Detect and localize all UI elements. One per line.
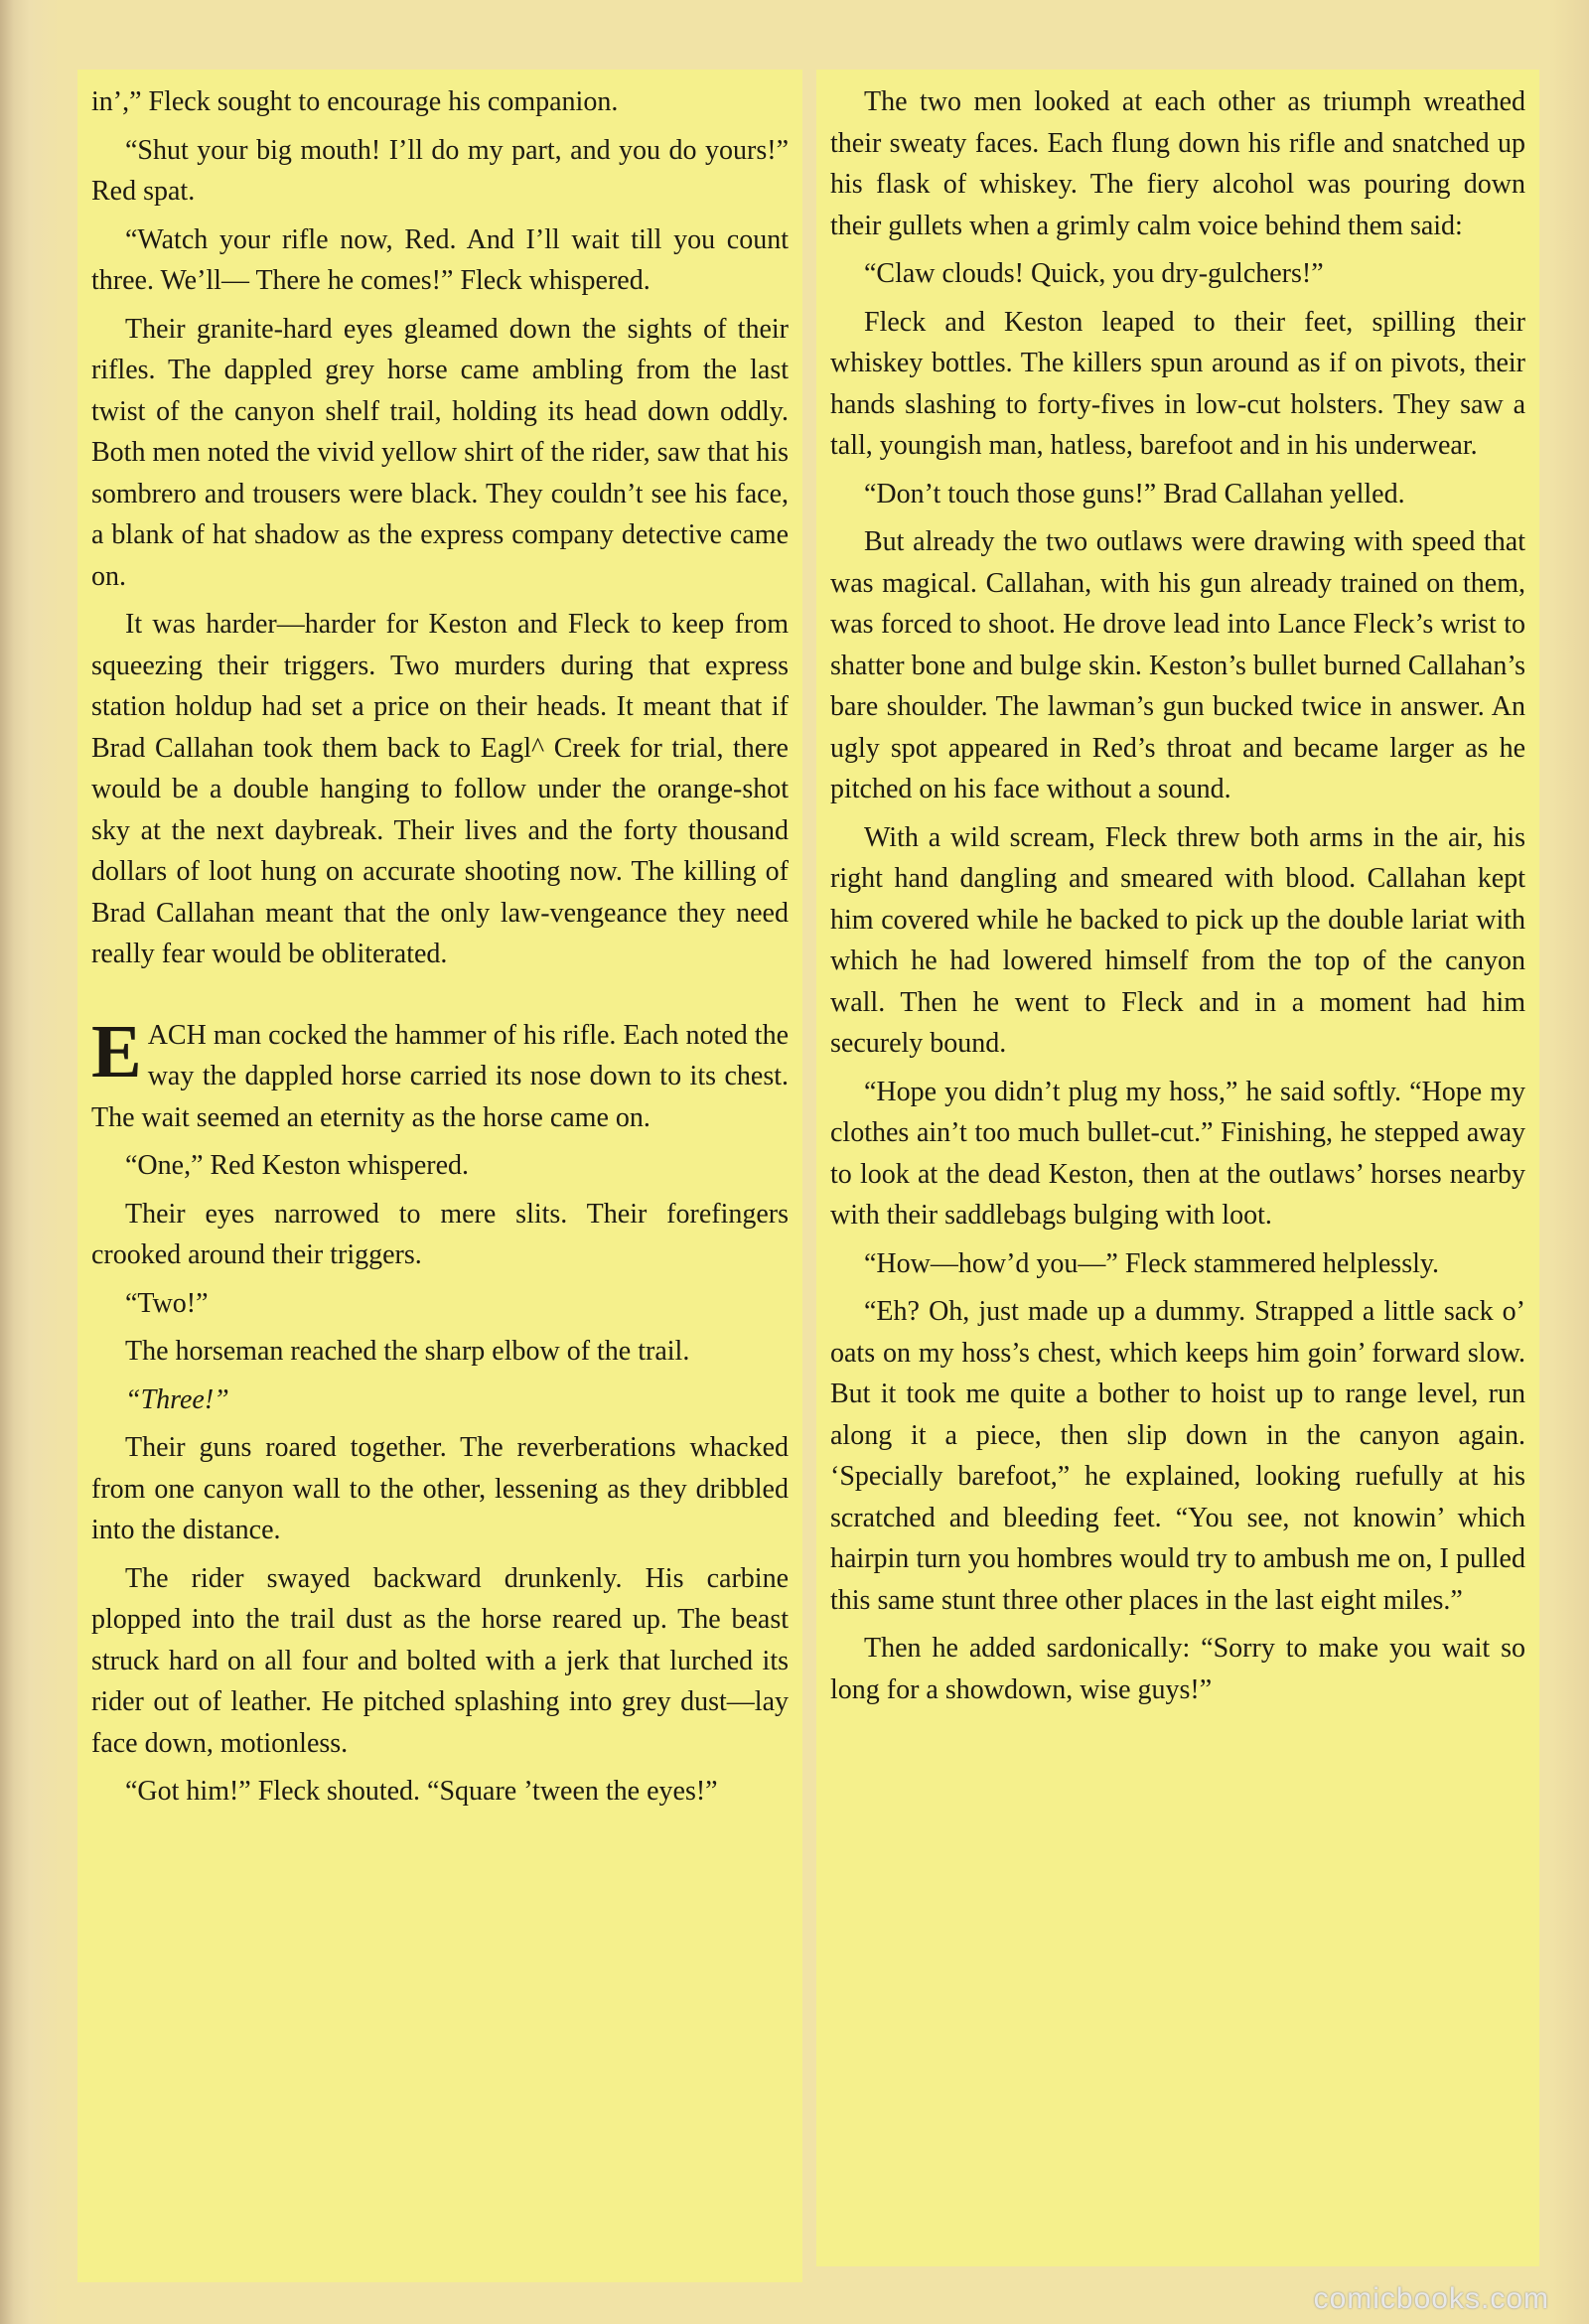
right-text-column: [816, 70, 1539, 2266]
paragraph: With a wild scream, Fleck threw both arms in the air, his right hand dangling and smeared with blood. Callahan kept him covered while he backed to pick up the double lariat with which he had lowered himself from the top of the canyon wall. Then he went to Fleck and in a moment had him securely bound.: [830, 821, 1525, 1059]
paragraph: “Don’t touch those guns!” Brad Callahan yelled.: [864, 478, 1405, 509]
page-fold-shadow: [0, 0, 14, 2324]
paragraph: It was harder—harder for Keston and Fleck to keep from squeezing their triggers. Two murders during that express station holdup had set a price on their heads. It meant that if Brad Callahan took them back to Eagl^ Creek for trial, there would be a double hanging to follow under the orange-shot sky at the next daybreak. Their lives and the forty thousand dollars of loot hung on accurate shooting now. The killing of Brad Callahan meant that the only law-vengeance they need really fear would be obliterated.: [91, 609, 789, 969]
paragraph: The horseman reached the sharp elbow of the trail.: [125, 1336, 690, 1367]
paragraph: “How—how’d you—” Fleck stammered helplessly.: [864, 1247, 1440, 1279]
paragraph: “One,” Red Keston whispered.: [125, 1150, 470, 1181]
paragraph: “Three!”: [125, 1383, 229, 1415]
paragraph: in’,” Fleck sought to encourage his companion.: [91, 86, 619, 117]
paragraph: “Got him!” Fleck shouted. “Square ’tween the eyes!”: [125, 1776, 718, 1807]
paragraph: But already the two outlaws were drawing with speed that was magical. Callahan, with his gun already trained on them, was forced to shoot. He drove lead into Lance Fleck’s wrist to shatter bone and bulge skin. Keston’s bullet burned Callahan’s bare shoulder. The lawman’s gun bucked twice in answer. An ugly spot appeared in Red’s throat and became larger as he pitched on his face without a sound.: [830, 526, 1525, 804]
paragraph: Then he added sardonically: “Sorry to make you wait so long for a showdown, wise guys!”: [830, 1633, 1525, 1705]
left-text-column: [77, 70, 802, 2282]
paragraph: Fleck and Keston leaped to their feet, spilling their whiskey bottles. The killers spun around as if on pivots, their hands slashing to forty-fives in low-cut holsters. They saw a tall, youngish man, hatless, barefoot and in his underwear.: [830, 306, 1525, 461]
paragraph: “Watch your rifle now, Red. And I’ll wait till you count three. We’ll— There he comes!” Fleck whispered.: [91, 223, 789, 296]
paragraph: “Eh? Oh, just made up a dummy. Strapped a little sack o’ oats on my hoss’s chest, which keeps him goin’ forward slow. But it took me quite a bother to hoist up to range level, run along it a piece, then slip down in the canyon again. ‘Specially barefoot,” he explained, looking ruefully at his scratched and bleeding feet. “You see, not knowin’ which hairpin turn you hombres would try to ambush me on, I pulled this same stunt three other places in the last eight miles.”: [830, 1296, 1525, 1616]
paragraph: “Two!”: [125, 1287, 209, 1319]
paragraph: “Shut your big mouth! I’ll do my part, and you do yours!” Red spat.: [91, 134, 789, 207]
paragraph: Their granite-hard eyes gleamed down the sights of their rifles. The dappled grey horse came ambling from the last twist of the canyon shelf trail, holding its head down oddly. Both men noted the vivid yellow shirt of the rider, saw that his sombrero and trousers were black. They couldn’t see his face, a blank of hat shadow as the express company detective came on.: [91, 313, 789, 592]
paragraph: Their guns roared together. The reverberations whacked from one canyon wall to the other, lessening as they dribbled into the distance.: [91, 1432, 789, 1545]
paragraph: The rider swayed backward drunkenly. His carbine plopped into the trail dust as the horse reared up. The beast struck hard on all four and bolted with a jerk that lurched its rider out of leather. He pitched splashing into grey dust—lay face down, motionless.: [91, 1562, 789, 1759]
section-start-paragraph: [91, 1009, 789, 1139]
paragraph: Their eyes narrowed to mere slits. Their forefingers crooked around their triggers.: [91, 1198, 789, 1270]
section-start-text: ACH man cocked the hammer of his rifle. Each noted the way the dappled horse carried its nose down to its chest. The wait seemed an eternity as the horse came on.: [91, 1019, 789, 1133]
site-watermark: comicbooks.com: [1313, 2282, 1549, 2315]
paragraph: “Hope you didn’t plug my hoss,” he said softly. “Hope my clothes ain’t too much bullet-cut.” Finishing, he stepped away to look at the dead Keston, then at the outlaws’ horses nearby with their saddlebags bulging with loot.: [830, 1076, 1525, 1231]
paragraph: The two men looked at each other as triumph wreathed their sweaty faces. Each flung down his rifle and snatched up his flask of whiskey. The fiery alcohol was pouring down their gullets when a grimly calm voice behind them said:: [830, 86, 1525, 241]
drop-cap-letter: E: [91, 1009, 142, 1093]
paragraph: “Claw clouds! Quick, you dry-gulchers!”: [864, 258, 1324, 289]
